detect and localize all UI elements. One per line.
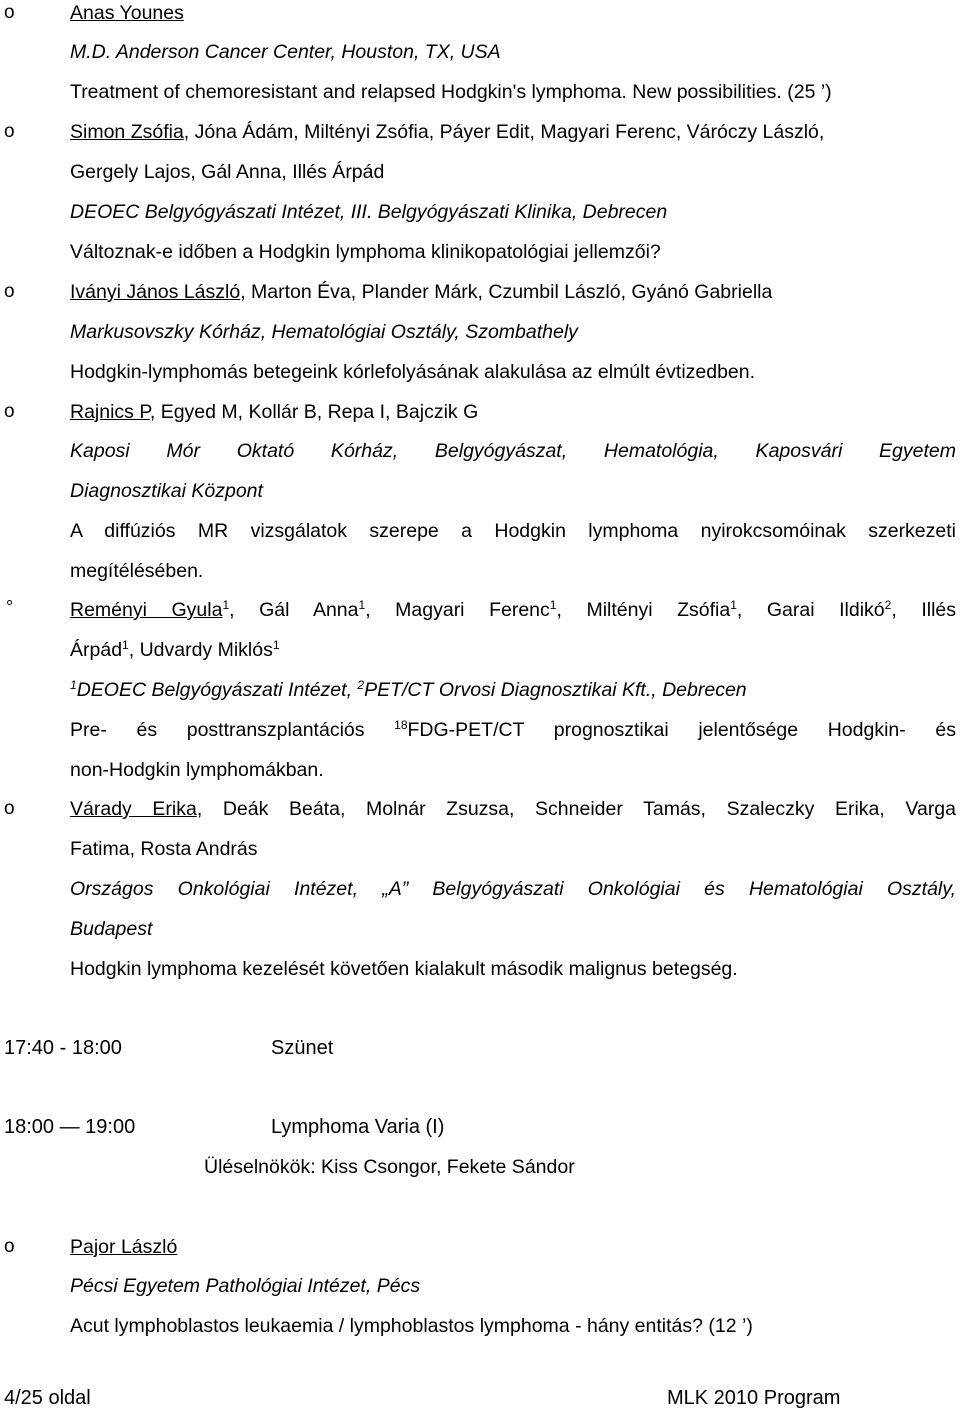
coauthor: , Udvardy Miklós	[128, 639, 273, 661]
coauthors: , Jóna Ádám, Miltényi Zsófia, Páyer Edit, Magyari Ferenc, Váróczy László,	[183, 121, 825, 143]
authors-line	[70, 797, 956, 821]
authors-line	[70, 598, 956, 622]
isotope-sup: 18	[394, 718, 408, 732]
affiliation-sup: 1	[730, 598, 737, 612]
coauthors-line2	[70, 638, 280, 662]
authors-line	[70, 400, 478, 424]
session-label: Lymphoma Varia (I)	[271, 1116, 445, 1138]
coauthor: , Magyari Ferenc	[365, 599, 550, 621]
institution-line2: Budapest	[70, 918, 153, 940]
affiliation-sup: 1	[272, 638, 280, 652]
institution: Kaposi Mór Oktató Kórház, Belgyógyászat, Hematológia, Kaposvári Egyetem	[70, 440, 956, 462]
author-name: Reményi Gyula	[70, 599, 223, 621]
title-part: FDG-PET/CT prognosztikai jelentősége Hodgkin- és	[407, 719, 956, 741]
affiliation-sup: 1	[122, 638, 129, 652]
talk-title-line2: megítélésében.	[70, 560, 204, 582]
authors-line	[70, 280, 772, 304]
session-time: 18:00 — 19:00	[4, 1116, 136, 1138]
coauthor: , Illés	[891, 599, 956, 621]
bullet: o	[4, 2, 15, 23]
talk-title: Treatment of chemoresistant and relapsed Hodgkin's lymphoma. New possibilities. (25 ’)	[70, 81, 832, 103]
author-name: Pajor László	[70, 1236, 178, 1258]
affiliation-sup: 2	[884, 598, 892, 612]
session-label: Szünet	[271, 1037, 334, 1059]
author-name: Várady Erika	[70, 798, 197, 820]
author-name: Simon Zsófia	[70, 121, 184, 143]
author-name: Iványi János László	[70, 281, 241, 303]
coauthor: , Garai Ildikó	[736, 599, 885, 621]
bullet: o	[4, 1236, 15, 1257]
authors-line	[70, 120, 824, 144]
institution: Pécsi Egyetem Pathológiai Intézet, Pécs	[70, 1275, 421, 1297]
institution-line2: Diagnosztikai Központ	[70, 480, 263, 502]
talk-title: Hodgkin lymphoma kezelését követően kialakult második malignus betegség.	[70, 958, 738, 980]
bullet: o	[4, 121, 15, 142]
talk-title: Acut lymphoblastos leukaemia / lymphoblastos lymphoma - hány entitás? (12 ’)	[70, 1315, 753, 1337]
affiliation-sup: 1	[549, 598, 557, 612]
talk-title	[70, 718, 956, 742]
bullet: °	[6, 597, 14, 617]
institution	[70, 678, 747, 702]
coauthors: , Egyed M, Kollár B, Repa I, Bajczik G	[149, 401, 479, 423]
session-chairs: Üléselnökök: Kiss Csongor, Fekete Sándor	[204, 1156, 575, 1178]
talk-title: Változnak-e időben a Hodgkin lymphoma klinikopatológiai jellemzői?	[70, 241, 661, 263]
institution: DEOEC Belgyógyászati Intézet, III. Belgyógyászati Klinika, Debrecen	[70, 201, 668, 223]
author-name: Rajnics P	[70, 401, 150, 423]
institution: Markusovszky Kórház, Hematológiai Osztály, Szombathely	[70, 321, 578, 343]
talk-title-line2: non-Hodgkin lymphomákban.	[70, 759, 324, 781]
title-part: Pre- és posttranszplantációs	[70, 719, 395, 741]
affiliation-sup: 1	[358, 598, 366, 612]
page-number: 4/25 oldal	[4, 1387, 91, 1409]
bullet: o	[4, 281, 15, 302]
coauthor: , Miltényi Zsófia	[556, 599, 731, 621]
author-name: Anas Younes	[70, 2, 184, 24]
institution-part: , Debrecen	[651, 679, 747, 701]
institution-part: PET/CT Orvosi Diagnosztikai Kft.	[364, 679, 652, 701]
talk-title: Hodgkin-lymphomás betegeink kórlefolyásának alakulása az elmúlt évtizedben.	[70, 361, 756, 383]
affiliation-sup: 1	[70, 678, 77, 692]
affiliation-sup: 2	[357, 678, 365, 692]
coauthor: Árpád	[70, 639, 123, 661]
institution: Országos Onkológiai Intézet, „A” Belgyógyászati Onkológiai és Hematológiai Osztály,	[70, 878, 956, 900]
session-time: 17:40 - 18:00	[4, 1037, 122, 1059]
bullet: o	[4, 401, 15, 422]
coauthors-line2: Fatima, Rosta András	[70, 838, 258, 860]
coauthor: , Gál Anna	[229, 599, 359, 621]
bullet: o	[4, 798, 15, 819]
program-name: MLK 2010 Program	[667, 1387, 841, 1409]
institution-part: DEOEC Belgyógyászati Intézet,	[76, 679, 358, 701]
coauthors: , Deák Beáta, Molnár Zsuzsa, Schneider Tamás, Szaleczky Erika, Varga	[196, 798, 956, 820]
coauthors-line2: Gergely Lajos, Gál Anna, Illés Árpád	[70, 161, 385, 183]
coauthors: , Marton Éva, Plander Márk, Czumbil László, Gyánó Gabriella	[240, 281, 773, 303]
talk-title: A diffúziós MR vizsgálatok szerepe a Hodgkin lymphoma nyirokcsomóinak szerkezeti	[70, 520, 956, 542]
institution: M.D. Anderson Cancer Center, Houston, TX, USA	[70, 41, 501, 63]
affiliation-sup: 1	[222, 598, 230, 612]
